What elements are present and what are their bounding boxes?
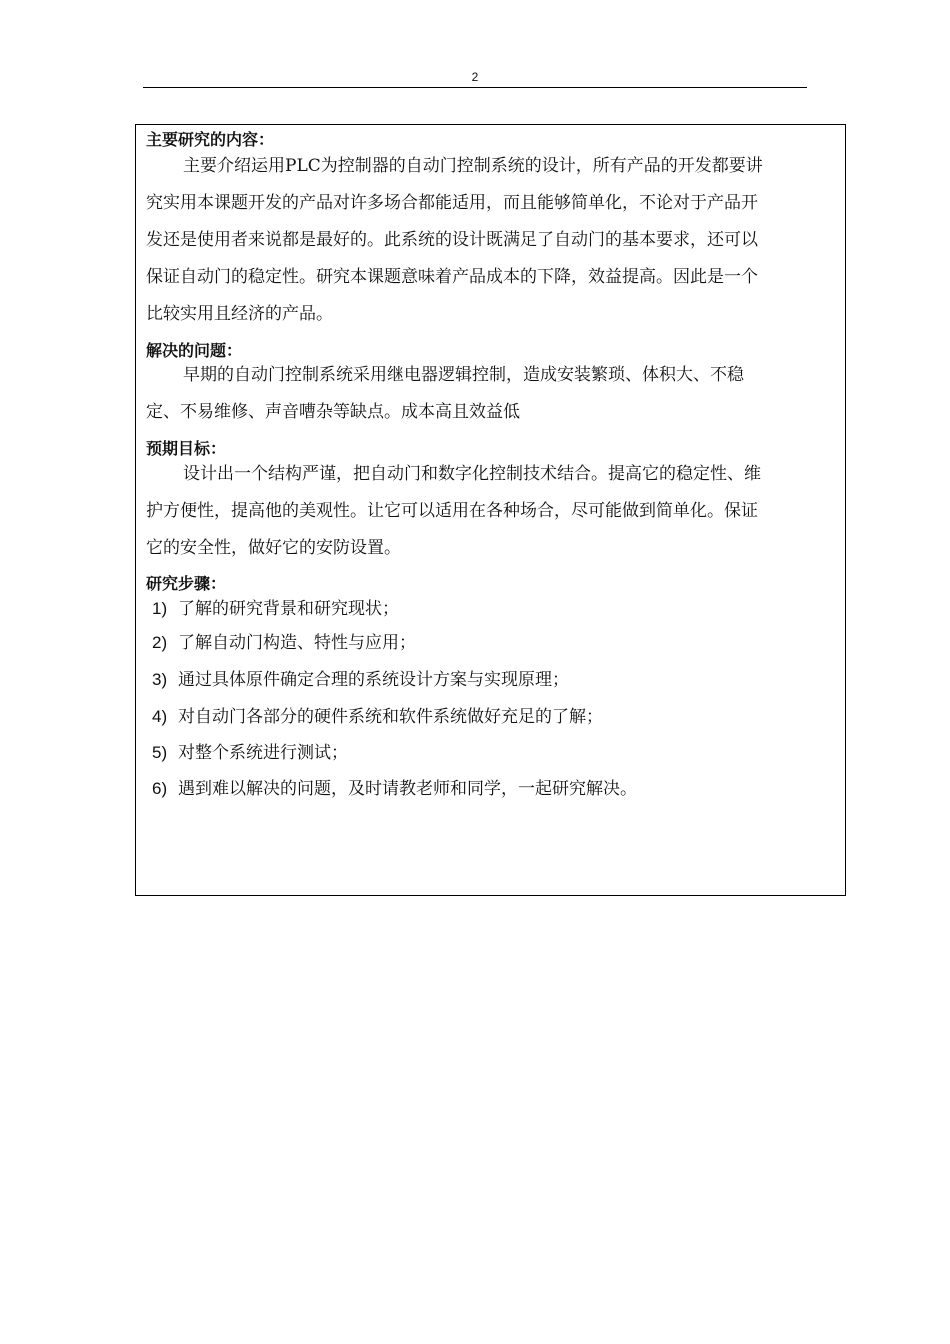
step-text: 对自动门各部分的硬件系统和软件系统做好充足的了解； bbox=[178, 707, 603, 727]
step-text: 遇到难以解决的问题，及时请教老师和同学，一起研究解决。 bbox=[178, 779, 637, 799]
content-line-3: 发还是使用者来说都是最好的。此系统的设计既满足了自动门的基本要求，还可以 bbox=[146, 230, 758, 250]
step-number: 3) bbox=[152, 670, 168, 689]
goal-line-3: 它的安全性，做好它的安防设置。 bbox=[146, 538, 401, 558]
content-line-1: 主要介绍运用PLC为控制器的自动门控制系统的设计，所有产品的开发都要讲 bbox=[183, 156, 763, 176]
step-item-6 bbox=[152, 778, 637, 800]
header-rule bbox=[143, 87, 807, 88]
step-item-2 bbox=[152, 632, 416, 654]
content-line-4: 保证自动门的稳定性。研究本课题意味着产品成本的下降，效益提高。因此是一个 bbox=[146, 267, 758, 287]
section-heading-steps: 研究步骤： bbox=[146, 574, 227, 593]
step-item-1 bbox=[152, 598, 399, 620]
page-number: 2 bbox=[471, 70, 479, 84]
step-text: 通过具体原件确定合理的系统设计方案与实现原理； bbox=[178, 670, 569, 690]
goal-line-1: 设计出一个结构严谨，把自动门和数字化控制技术结合。提高它的稳定性、维 bbox=[183, 464, 761, 484]
step-item-4 bbox=[152, 706, 603, 728]
step-item-5 bbox=[152, 742, 348, 764]
section-heading-problem: 解决的问题： bbox=[146, 341, 243, 360]
problem-line-2: 定、不易维修、声音嘈杂等缺点。成本高且效益低 bbox=[146, 402, 520, 422]
step-number: 6) bbox=[152, 779, 168, 798]
goal-line-2: 护方便性，提高他的美观性。让它可以适用在各种场合，尽可能做到简单化。保证 bbox=[146, 501, 758, 521]
step-number: 2) bbox=[152, 633, 168, 652]
step-text: 对整个系统进行测试； bbox=[178, 743, 348, 763]
step-number: 1) bbox=[152, 599, 168, 618]
step-text: 了解自动门构造、特性与应用； bbox=[178, 633, 416, 653]
step-number: 4) bbox=[152, 707, 168, 726]
section-heading-goal: 预期目标： bbox=[146, 439, 227, 458]
step-text: 了解的研究背景和研究现状； bbox=[178, 599, 399, 619]
step-item-3 bbox=[152, 669, 569, 691]
section-heading-research-content: 主要研究的内容： bbox=[146, 130, 275, 149]
step-number: 5) bbox=[152, 743, 168, 762]
research-content-box bbox=[135, 124, 846, 896]
problem-line-1: 早期的自动门控制系统采用继电器逻辑控制，造成安装繁琐、体积大、不稳 bbox=[183, 365, 744, 385]
content-line-5: 比较实用且经济的产品。 bbox=[146, 304, 333, 324]
content-line-2: 究实用本课题开发的产品对许多场合都能适用，而且能够简单化，不论对于产品开 bbox=[146, 193, 758, 213]
